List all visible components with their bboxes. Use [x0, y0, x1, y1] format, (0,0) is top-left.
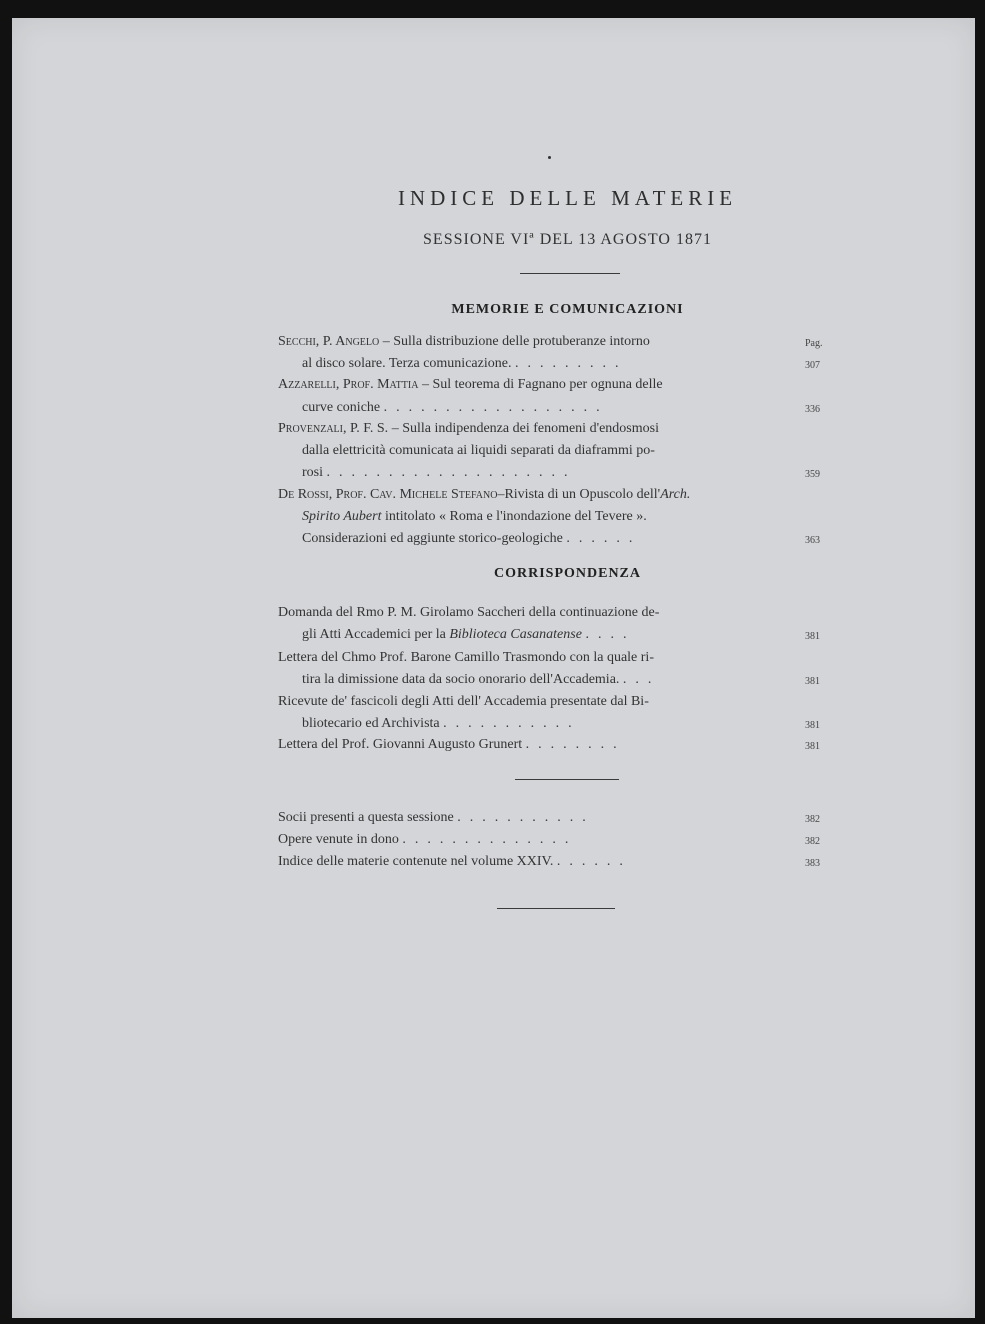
title-divider	[520, 273, 620, 274]
toc-entry-ricevute[interactable]	[278, 692, 783, 712]
toc-entry-indice[interactable]	[278, 852, 783, 872]
section-heading-memorie: MEMORIE E COMUNICAZIONI	[451, 302, 684, 317]
toc-entry-opere[interactable]	[278, 830, 783, 850]
page-number: 382	[805, 814, 820, 825]
entry-title: Lettera del Prof. Giovanni Augusto Grunert	[278, 737, 523, 752]
toc-entry-continuation	[302, 670, 783, 690]
leader-dots: ..............	[402, 832, 578, 847]
page-title: INDICE DELLE MATERIE	[397, 186, 738, 210]
toc-entry-provenzali[interactable]	[278, 419, 783, 439]
page-number: 336	[805, 404, 820, 415]
toc-entry-continuation	[302, 354, 783, 374]
toc-entry-continuation	[302, 625, 783, 645]
entry-title-continued: tira la dimissione data da socio onorario dell'Accademia.	[302, 672, 620, 687]
entry-title-italic: Spirito Aubert	[302, 509, 382, 524]
entry-title: – Sulla indipendenza dei fenomeni d'endosmosi	[388, 421, 659, 436]
entry-author: Secchi, P. Angelo	[278, 334, 380, 349]
toc-entry-continuation	[302, 398, 783, 418]
entry-title-continued: dalla elettricità comunicata ai liquidi separati da diaframmi po-	[302, 443, 655, 458]
page-column-label: Pag.	[805, 338, 823, 349]
entry-title: – Sul teorema di Fagnano per ognuna delle	[418, 377, 663, 392]
entry-title-continued: bliotecario ed Archivista	[302, 716, 440, 731]
toc-entry-continuation	[302, 441, 783, 461]
scanned-page	[12, 18, 975, 1318]
entry-title: –Rivista di un Opuscolo dell'	[497, 487, 661, 502]
leader-dots: ........	[525, 737, 626, 752]
decorative-dot	[548, 156, 551, 159]
session-subtitle: SESSIONE VIª DEL 13 AGOSTO 1871	[423, 231, 712, 248]
toc-entry-socii[interactable]	[278, 808, 783, 828]
entry-title: Socii presenti a questa sessione	[278, 810, 454, 825]
leader-dots: ....	[585, 627, 636, 642]
entry-author: De Rossi, Prof. Cav. Michele Stefano	[278, 487, 498, 502]
closing-divider	[497, 908, 615, 909]
toc-entry-de-rossi[interactable]	[278, 485, 783, 505]
leader-dots: ....................	[326, 465, 577, 480]
toc-entry-domanda[interactable]	[278, 603, 783, 623]
entry-title-continued: gli Atti Accademici per la	[302, 627, 450, 642]
leader-dots: ...	[622, 672, 661, 687]
entry-title-continued: intitolato « Roma e l'inondazione del Tevere ».	[381, 509, 647, 524]
leader-dots: ...........	[443, 716, 581, 731]
page-number: 382	[805, 836, 820, 847]
toc-entry-continuation	[302, 463, 783, 483]
page-number: 383	[805, 858, 820, 869]
entry-title: Opere venute in dono	[278, 832, 399, 847]
page-number: 381	[805, 631, 820, 642]
page-number: 381	[805, 741, 820, 752]
toc-entry-azzarelli[interactable]	[278, 375, 783, 395]
leader-dots: ......	[566, 531, 642, 546]
entry-title-continued: curve coniche	[302, 400, 381, 415]
entry-title: Domanda del Rmo P. M. Girolamo Saccheri della continuazione de-	[278, 605, 660, 620]
page-number: 381	[805, 720, 820, 731]
page-number: 307	[805, 360, 820, 371]
leader-dots: .........	[514, 356, 628, 371]
entry-title-continued: al disco solare. Terza comunicazione.	[302, 356, 512, 371]
toc-entry-lettera-grunert[interactable]	[278, 735, 783, 755]
entry-title: Ricevute de' fascicoli degli Atti dell' Accademia presentate dal Bi-	[278, 694, 649, 709]
toc-entry-continuation	[302, 507, 783, 527]
entry-author: Azzarelli, Prof. Mattia	[278, 377, 419, 392]
entry-title-italic: Arch.	[660, 487, 691, 502]
toc-entry-lettera-trasmondo[interactable]	[278, 648, 783, 668]
toc-entry-secchi[interactable]	[278, 332, 783, 352]
toc-entry-continuation	[302, 529, 783, 549]
entry-title-continued: Considerazioni ed aggiunte storico-geologiche	[302, 531, 563, 546]
page-number: 381	[805, 676, 820, 687]
entry-title-italic: Biblioteca Casanatense	[449, 627, 582, 642]
entry-title: Lettera del Chmo Prof. Barone Camillo Trasmondo con la quale ri-	[278, 650, 654, 665]
entry-title-continued: rosi	[302, 465, 323, 480]
entry-title: – Sulla distribuzione delle protuberanze intorno	[379, 334, 650, 349]
section-heading-corrispondenza: CORRISPONDENZA	[493, 566, 641, 581]
leader-dots: ......	[556, 854, 632, 869]
page-number: 359	[805, 469, 820, 480]
entry-title: Indice delle materie contenute nel volume XXIV.	[278, 854, 554, 869]
section-divider	[515, 779, 619, 780]
entry-author: Provenzali, P. F. S.	[278, 421, 389, 436]
toc-entry-continuation	[302, 714, 783, 734]
page-number: 363	[805, 535, 820, 546]
leader-dots: ..................	[383, 400, 609, 415]
leader-dots: ...........	[457, 810, 595, 825]
